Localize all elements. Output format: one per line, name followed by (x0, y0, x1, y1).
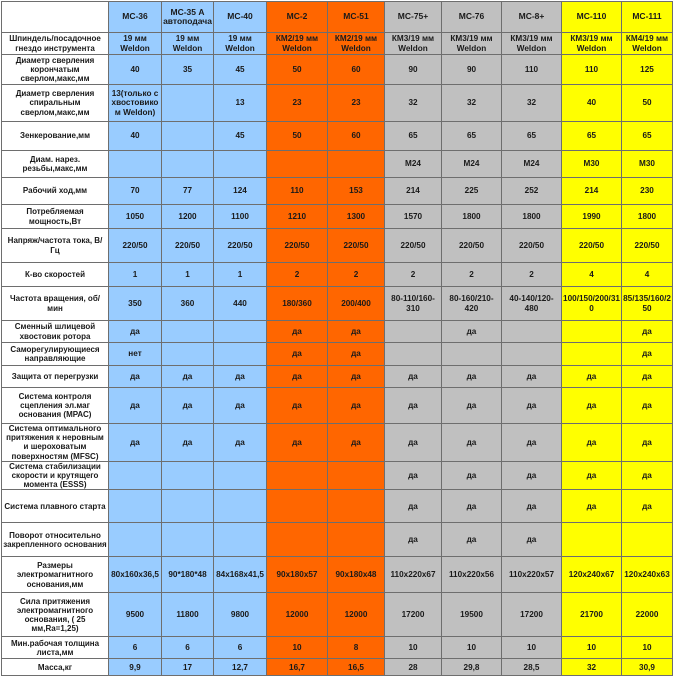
value-cell: 16,7 (267, 659, 328, 676)
value-cell (162, 523, 214, 557)
value-cell: 220/50 (267, 229, 328, 263)
value-cell: КМ3/19 мм Weldon (385, 33, 442, 55)
value-cell: да (162, 388, 214, 424)
value-cell: 32 (442, 85, 502, 122)
value-cell: да (109, 424, 162, 462)
value-cell: 12000 (328, 593, 385, 637)
table-row (2, 388, 673, 424)
value-cell: 19 мм Weldon (162, 33, 214, 55)
value-cell: 220/50 (442, 229, 502, 263)
parameter-label: Сменный шлицевой хвостовик ротора (2, 321, 109, 343)
parameter-label: К-во скоростей (2, 263, 109, 287)
value-cell: 100/150/200/310 (562, 287, 622, 321)
value-cell: да (442, 366, 502, 388)
table-row (2, 659, 673, 676)
value-cell: 50 (267, 122, 328, 151)
table-row (2, 490, 673, 523)
value-cell: 30,9 (622, 659, 673, 676)
value-cell: 220/50 (214, 229, 267, 263)
value-cell: да (385, 366, 442, 388)
value-cell: 2 (267, 263, 328, 287)
value-cell: 77 (162, 178, 214, 205)
parameter-label: Масса,кг (2, 659, 109, 676)
value-cell (267, 461, 328, 490)
value-cell: 1800 (502, 205, 562, 229)
value-cell: 2 (328, 263, 385, 287)
model-header: МС-40 (214, 2, 267, 33)
value-cell: да (385, 523, 442, 557)
value-cell: да (442, 523, 502, 557)
value-cell: 180/360 (267, 287, 328, 321)
value-cell (328, 461, 385, 490)
value-cell: 220/50 (562, 229, 622, 263)
value-cell: 1300 (328, 205, 385, 229)
table-row (2, 523, 673, 557)
value-cell: 200/400 (328, 287, 385, 321)
value-cell: да (109, 366, 162, 388)
parameter-label: Диам. нарез. резьбы,макс,мм (2, 151, 109, 178)
table-row (2, 637, 673, 659)
value-cell: 6 (109, 637, 162, 659)
value-cell: КМ3/19 мм Weldon (562, 33, 622, 55)
value-cell: да (442, 388, 502, 424)
parameter-label: Потребляемая мощность,Вт (2, 205, 109, 229)
value-cell (162, 343, 214, 366)
value-cell: 8 (328, 637, 385, 659)
value-cell: КМ2/19 мм Weldon (328, 33, 385, 55)
value-cell: да (328, 343, 385, 366)
value-cell: 32 (562, 659, 622, 676)
value-cell: да (385, 490, 442, 523)
value-cell: 2 (385, 263, 442, 287)
value-cell: 225 (442, 178, 502, 205)
value-cell: 17200 (502, 593, 562, 637)
value-cell: 9,9 (109, 659, 162, 676)
value-cell: 1990 (562, 205, 622, 229)
parameter-label: Мин.рабочая толщина листа,мм (2, 637, 109, 659)
model-header: МС-111 (622, 2, 673, 33)
value-cell: да (385, 388, 442, 424)
value-cell: 40 (109, 122, 162, 151)
value-cell: да (562, 388, 622, 424)
value-cell: да (328, 388, 385, 424)
value-cell: 32 (385, 85, 442, 122)
table-row (2, 287, 673, 321)
value-cell: КМ3/19 мм Weldon (442, 33, 502, 55)
value-cell: 10 (442, 637, 502, 659)
value-cell: 220/50 (109, 229, 162, 263)
value-cell: да (622, 388, 673, 424)
value-cell: 90*180*48 (162, 557, 214, 593)
value-cell (267, 490, 328, 523)
value-cell: 90 (442, 55, 502, 85)
value-cell: 80-110/160-310 (385, 287, 442, 321)
value-cell: да (562, 424, 622, 462)
value-cell (109, 461, 162, 490)
value-cell: 220/50 (622, 229, 673, 263)
value-cell: 4 (622, 263, 673, 287)
value-cell: 2 (442, 263, 502, 287)
value-cell: да (385, 461, 442, 490)
parameter-label: Система стабилизации скорости и крутящего момента (ESSS) (2, 461, 109, 490)
table-row (2, 461, 673, 490)
value-cell (109, 151, 162, 178)
parameter-label: Частота вращения, об/мин (2, 287, 109, 321)
value-cell: 23 (267, 85, 328, 122)
value-cell: 85/135/160/250 (622, 287, 673, 321)
value-cell: КМ2/19 мм Weldon (267, 33, 328, 55)
value-cell: 23 (328, 85, 385, 122)
value-cell (162, 151, 214, 178)
model-header: МС-110 (562, 2, 622, 33)
value-cell (562, 343, 622, 366)
value-cell: 1800 (442, 205, 502, 229)
value-cell (214, 321, 267, 343)
value-cell: 90x180x48 (328, 557, 385, 593)
value-cell (385, 343, 442, 366)
value-cell: КМ3/19 мм Weldon (502, 33, 562, 55)
value-cell: 70 (109, 178, 162, 205)
value-cell: 125 (622, 55, 673, 85)
value-cell: 19 мм Weldon (109, 33, 162, 55)
value-cell: 360 (162, 287, 214, 321)
value-cell: 110x220x67 (385, 557, 442, 593)
parameter-label: Напряж/частота тока, В/Гц (2, 229, 109, 263)
value-cell: да (442, 424, 502, 462)
value-cell (214, 151, 267, 178)
parameter-label: Сила притяжения электромагнитного основания, ( 25 мм,Ra=1,25) (2, 593, 109, 637)
value-cell: 28 (385, 659, 442, 676)
value-cell: М30 (622, 151, 673, 178)
value-cell: 65 (622, 122, 673, 151)
value-cell (267, 151, 328, 178)
parameter-label: Саморегулирующиеся направляющие (2, 343, 109, 366)
value-cell: да (502, 388, 562, 424)
value-cell: 220/50 (328, 229, 385, 263)
value-cell: 11800 (162, 593, 214, 637)
value-cell: да (442, 490, 502, 523)
value-cell: 220/50 (162, 229, 214, 263)
parameter-label: Шпиндель/посадочное гнездо инструмента (2, 33, 109, 55)
value-cell: 110 (562, 55, 622, 85)
value-cell: да (109, 321, 162, 343)
value-cell: да (502, 523, 562, 557)
model-header: МС-8+ (502, 2, 562, 33)
value-cell (562, 523, 622, 557)
value-cell: да (622, 343, 673, 366)
model-header: МС-76 (442, 2, 502, 33)
value-cell: 65 (385, 122, 442, 151)
parameter-label: Диаметр сверления спиральным сверлом,макс,мм (2, 85, 109, 122)
value-cell: да (267, 366, 328, 388)
value-cell: да (214, 424, 267, 462)
value-cell (328, 490, 385, 523)
value-cell (214, 490, 267, 523)
value-cell (162, 85, 214, 122)
value-cell: да (622, 461, 673, 490)
value-cell: 2 (502, 263, 562, 287)
value-cell: 12,7 (214, 659, 267, 676)
value-cell: 110x220x57 (502, 557, 562, 593)
value-cell (328, 523, 385, 557)
parameter-label: Рабочий ход,мм (2, 178, 109, 205)
table-row (2, 122, 673, 151)
value-cell: 1050 (109, 205, 162, 229)
value-cell: 153 (328, 178, 385, 205)
value-cell: 1 (214, 263, 267, 287)
parameter-label: Размеры электромагнитного основания,мм (2, 557, 109, 593)
value-cell: 32 (502, 85, 562, 122)
value-cell: 40 (109, 55, 162, 85)
table-row (2, 424, 673, 462)
value-cell: да (622, 490, 673, 523)
value-cell: М24 (502, 151, 562, 178)
value-cell: 10 (502, 637, 562, 659)
value-cell: 45 (214, 122, 267, 151)
value-cell: 21700 (562, 593, 622, 637)
parameter-label: Система контроля сцепления эл.маг основания (МРАС) (2, 388, 109, 424)
table-row (2, 343, 673, 366)
value-cell: 214 (562, 178, 622, 205)
value-cell (442, 343, 502, 366)
value-cell (162, 122, 214, 151)
value-cell (385, 321, 442, 343)
table-row (2, 55, 673, 85)
parameter-label: Зенкерование,мм (2, 122, 109, 151)
value-cell (162, 321, 214, 343)
value-cell: 40 (562, 85, 622, 122)
value-cell (214, 523, 267, 557)
value-cell: 110 (267, 178, 328, 205)
value-cell: 124 (214, 178, 267, 205)
value-cell: 50 (267, 55, 328, 85)
value-cell: да (622, 321, 673, 343)
value-cell: 10 (562, 637, 622, 659)
header-row (2, 2, 673, 33)
table-row (2, 263, 673, 287)
value-cell: да (562, 490, 622, 523)
value-cell: КМ4/19 мм Weldon (622, 33, 673, 55)
value-cell: да (267, 321, 328, 343)
model-header: МС-2 (267, 2, 328, 33)
table-row (2, 321, 673, 343)
value-cell: 60 (328, 55, 385, 85)
table-row (2, 151, 673, 178)
value-cell: 1100 (214, 205, 267, 229)
value-cell: 65 (442, 122, 502, 151)
value-cell: 1570 (385, 205, 442, 229)
value-cell: 84x168x41,5 (214, 557, 267, 593)
value-cell: 220/50 (502, 229, 562, 263)
value-cell: 1200 (162, 205, 214, 229)
value-cell: 16,5 (328, 659, 385, 676)
value-cell: 9500 (109, 593, 162, 637)
value-cell: да (622, 366, 673, 388)
table-row (2, 229, 673, 263)
value-cell: 80x160x36,5 (109, 557, 162, 593)
value-cell: М30 (562, 151, 622, 178)
table-row (2, 366, 673, 388)
value-cell: 29,8 (442, 659, 502, 676)
model-header: МС-36 (109, 2, 162, 33)
value-cell: 214 (385, 178, 442, 205)
value-cell: 12000 (267, 593, 328, 637)
value-cell: 9800 (214, 593, 267, 637)
value-cell: 10 (385, 637, 442, 659)
value-cell: 35 (162, 55, 214, 85)
value-cell: 220/50 (385, 229, 442, 263)
table-row (2, 593, 673, 637)
value-cell: 252 (502, 178, 562, 205)
value-cell: 10 (267, 637, 328, 659)
model-header: МС-75+ (385, 2, 442, 33)
value-cell: да (328, 424, 385, 462)
value-cell: 4 (562, 263, 622, 287)
value-cell (109, 490, 162, 523)
value-cell (162, 461, 214, 490)
value-cell: 1 (109, 263, 162, 287)
value-cell: 13 (214, 85, 267, 122)
value-cell: 60 (328, 122, 385, 151)
value-cell: да (442, 461, 502, 490)
table-row (2, 205, 673, 229)
value-cell: да (562, 461, 622, 490)
value-cell: 17200 (385, 593, 442, 637)
value-cell: да (502, 366, 562, 388)
model-header: МС-35 А автоподача (162, 2, 214, 33)
value-cell: 19 мм Weldon (214, 33, 267, 55)
value-cell: да (328, 366, 385, 388)
value-cell: да (502, 490, 562, 523)
value-cell: да (502, 424, 562, 462)
value-cell: 1 (162, 263, 214, 287)
value-cell (214, 461, 267, 490)
value-cell: 110 (502, 55, 562, 85)
value-cell: да (109, 388, 162, 424)
value-cell: 45 (214, 55, 267, 85)
value-cell: 6 (162, 637, 214, 659)
value-cell: да (502, 461, 562, 490)
value-cell: 10 (622, 637, 673, 659)
value-cell (502, 321, 562, 343)
value-cell (267, 523, 328, 557)
value-cell: да (214, 366, 267, 388)
value-cell (622, 523, 673, 557)
value-cell: М24 (385, 151, 442, 178)
value-cell: да (162, 366, 214, 388)
value-cell: 1210 (267, 205, 328, 229)
parameter-label: Поворот относительно закрепленного основания (2, 523, 109, 557)
value-cell: 120x240x63 (622, 557, 673, 593)
value-cell: да (214, 388, 267, 424)
value-cell: 1800 (622, 205, 673, 229)
value-cell: 19500 (442, 593, 502, 637)
value-cell (502, 343, 562, 366)
parameter-label: Система плавного старта (2, 490, 109, 523)
value-cell: 65 (562, 122, 622, 151)
value-cell: да (162, 424, 214, 462)
value-cell: 22000 (622, 593, 673, 637)
value-cell: 40-140/120-480 (502, 287, 562, 321)
value-cell: да (562, 366, 622, 388)
parameter-label: Защита от перегрузки (2, 366, 109, 388)
value-cell: да (622, 424, 673, 462)
value-cell: 440 (214, 287, 267, 321)
value-cell: 230 (622, 178, 673, 205)
value-cell: да (442, 321, 502, 343)
value-cell (562, 321, 622, 343)
parameter-label: Диаметр сверления корончатым сверлом,макс,мм (2, 55, 109, 85)
corner-cell (2, 2, 109, 33)
parameter-label: Система оптимального притяжения к неровным и шероховатым поверхностям (MFSC) (2, 424, 109, 462)
value-cell (162, 490, 214, 523)
value-cell: 17 (162, 659, 214, 676)
table-row (2, 33, 673, 55)
value-cell: 350 (109, 287, 162, 321)
value-cell: 28,5 (502, 659, 562, 676)
spec-table (1, 1, 673, 676)
value-cell: нет (109, 343, 162, 366)
table-row (2, 178, 673, 205)
value-cell: 6 (214, 637, 267, 659)
value-cell: 120x240x67 (562, 557, 622, 593)
value-cell (109, 523, 162, 557)
value-cell: 110x220x56 (442, 557, 502, 593)
value-cell: 13(только с хвостовико м Weldon) (109, 85, 162, 122)
value-cell: М24 (442, 151, 502, 178)
value-cell: да (267, 343, 328, 366)
value-cell: да (385, 424, 442, 462)
value-cell: 80-160/210-420 (442, 287, 502, 321)
table-row (2, 557, 673, 593)
value-cell: да (267, 424, 328, 462)
value-cell (328, 151, 385, 178)
value-cell (214, 343, 267, 366)
value-cell: да (267, 388, 328, 424)
table-row (2, 85, 673, 122)
model-header: МС-51 (328, 2, 385, 33)
value-cell: да (328, 321, 385, 343)
value-cell: 50 (622, 85, 673, 122)
value-cell: 65 (502, 122, 562, 151)
value-cell: 90x180x57 (267, 557, 328, 593)
value-cell: 90 (385, 55, 442, 85)
